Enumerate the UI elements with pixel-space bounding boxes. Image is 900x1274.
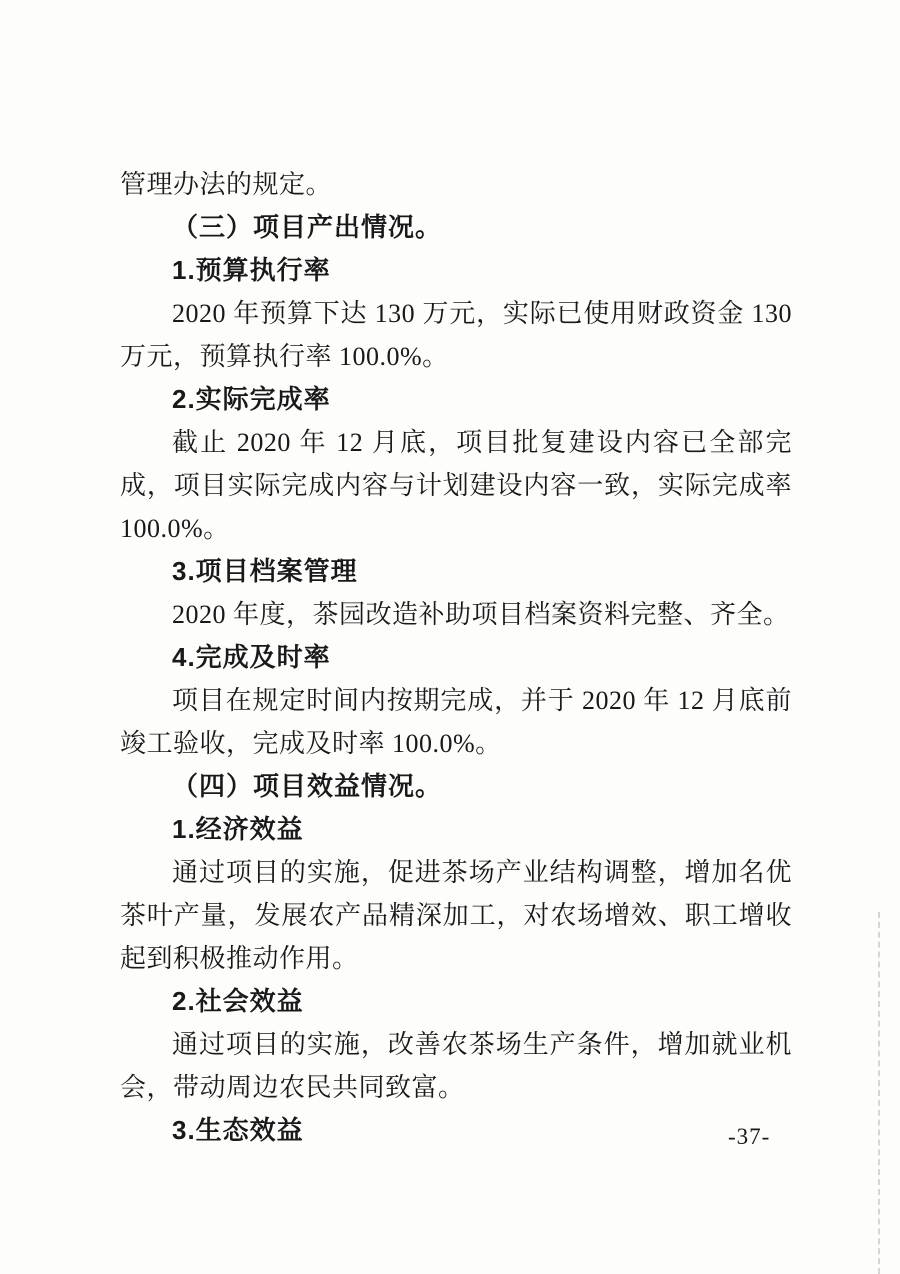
section-heading: 3.项目档案管理	[172, 556, 358, 586]
paragraph: 截止 2020 年 12 月底，项目批复建设内容已全部完成，项目实际完成内容与计划建设内容一致，实际完成率 100.0%。	[120, 428, 792, 543]
paragraph: 项目在规定时间内按期完成，并于 2020 年 12 月底前竣工验收，完成及时率 100.0%。	[120, 686, 792, 758]
paragraph: 通过项目的实施，促进茶场产业结构调整，增加名优茶叶产量，发展农产品精深加工，对农场增效、职工增收起到积极推动作用。	[120, 858, 792, 973]
section-heading: （三）项目产出情况。	[172, 212, 443, 242]
paragraph: 2020 年度，茶园改造补助项目档案资料完整、齐全。	[172, 600, 790, 629]
paragraph: 2020 年预算下达 130 万元，实际已使用财政资金 130 万元，预算执行率 100.0%。	[120, 299, 792, 371]
section-heading: 2.实际完成率	[172, 384, 331, 414]
paragraph: 管理办法的规定。	[120, 170, 333, 199]
section-heading: 2.社会效益	[172, 986, 304, 1016]
section-heading: （四）项目效益情况。	[172, 771, 443, 801]
page-number: -37-	[728, 1124, 771, 1149]
paragraph: 通过项目的实施，改善农茶场生产条件，增加就业机会，带动周边农民共同致富。	[120, 1030, 792, 1102]
scan-artifact-dashed-line	[878, 912, 880, 1274]
section-heading: 3.生态效益	[172, 1115, 304, 1145]
section-heading: 1.经济效益	[172, 814, 304, 844]
section-heading: 1.预算执行率	[172, 255, 331, 285]
section-heading: 4.完成及时率	[172, 642, 331, 672]
document-body	[120, 163, 792, 1152]
